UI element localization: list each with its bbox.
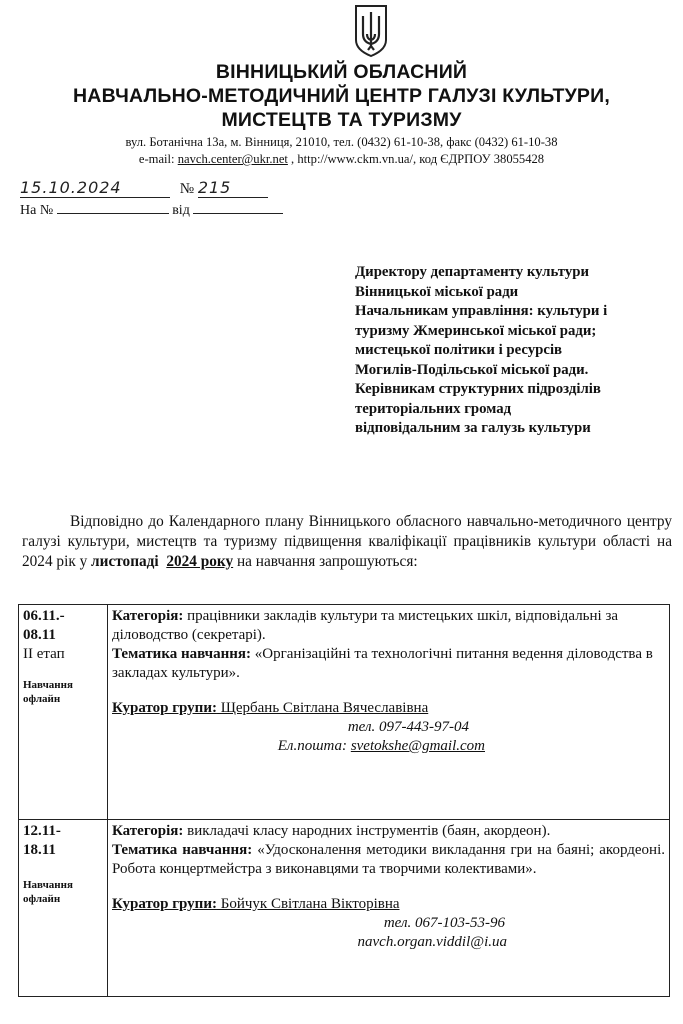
course-date-cell [19, 820, 108, 997]
curator-phone: тел. 067-103-53-96 [383, 915, 505, 931]
curator-email-line [112, 933, 665, 952]
category-label: Категорія: [112, 608, 184, 624]
org-name-line1: ВІННИЦЬКИЙ ОБЛАСНИЙ [215, 61, 468, 83]
org-name-line2: НАВЧАЛЬНО-МЕТОДИЧНИЙ ЦЕНТР ГАЛУЗІ КУЛЬТУРИ, [73, 85, 610, 107]
curator-label: Куратор групи: [112, 700, 217, 716]
coat-of-arms-icon [354, 4, 388, 58]
intro-month: листопаді [91, 553, 159, 570]
table-row [19, 820, 670, 997]
category-text: працівники закладів культури та мистецьких шкіл, відповідальні за діловодство (секретарі). [112, 608, 619, 643]
curator-email-line [112, 737, 665, 756]
recipient-line: Вінницької міської ради [355, 283, 519, 300]
reply-from-label: від [172, 203, 190, 218]
reply-number-blank [57, 213, 169, 214]
number-label: № [179, 181, 195, 197]
course-mode: Навчання офлайн [23, 879, 73, 905]
course-mode: Навчання офлайн [23, 679, 73, 705]
recipient-line: Могилів-Подільської міської ради. [355, 361, 589, 378]
letter-date: 15.10.2024 [20, 178, 170, 198]
date-start: 06.11.- [23, 608, 65, 624]
curator-email[interactable]: navch.organ.viddil@i.ua [357, 934, 507, 950]
courses-table [18, 604, 670, 997]
topic-text: «Організаційні та технологічні питання ведення діловодства в закладах культури». [112, 646, 653, 681]
org-contacts [0, 151, 683, 167]
date-end: 08.11 [23, 627, 56, 643]
intro-paragraph [22, 512, 672, 572]
recipient-line: мистецької політики і ресурсів [355, 342, 563, 358]
reply-number-label: На № [20, 203, 54, 218]
recipient-line: відповідальним за галузь культури [355, 420, 591, 436]
category-text: викладачі класу народних інструментів (баян, акордеон). [183, 823, 551, 839]
email-label: Ел.пошта: [277, 738, 351, 754]
recipient-line: територіальних громад [355, 400, 512, 417]
table-row [19, 605, 670, 820]
topic-label: Тематика навчання: [112, 842, 253, 858]
recipient-line: Керівникам структурних підрозділів [355, 381, 601, 397]
category-label: Категорія: [112, 823, 184, 839]
course-date-cell [19, 605, 108, 820]
date-end: 18.11 [23, 842, 56, 858]
intro-text: Відповідно до Календарного плану Вінницького обласного навчально-методичного центру галузі культури, мистецтв та туризму підвищення кваліфікації працівників культури області на 2024 рік у [22, 513, 672, 570]
curator-phone: тел. 097-443-97-04 [347, 719, 469, 735]
intro-tail: на навчання запрошуються: [233, 553, 418, 570]
curator-name: Бойчук Світлана Вікторівна [216, 896, 400, 912]
recipients-block [355, 263, 675, 439]
date-start: 12.11- [23, 823, 61, 839]
course-desc-cell [108, 605, 670, 820]
incoming-ref [20, 203, 283, 219]
course-stage: ІІ етап [23, 646, 65, 662]
curator-line [112, 699, 665, 718]
topic-text: «Удосконалення методики викладання гри на баяні; акордеоні. Робота концертмейстра з виконавцями та творчими колективами». [112, 842, 665, 877]
recipient-line: туризму Жмеринської міської ради; [355, 322, 597, 339]
recipient-line: Директору департаменту культури [355, 264, 589, 280]
reply-date-blank [193, 213, 283, 214]
curator-email-link[interactable]: svetokshe@gmail.com [350, 738, 485, 754]
org-name-line3: МИСТЕЦТВ ТА ТУРИЗМУ [221, 109, 462, 131]
outgoing-ref [20, 178, 268, 198]
topic-label: Тематика навчання: [112, 646, 252, 662]
curator-label: Куратор групи: [112, 896, 217, 912]
curator-line [112, 895, 665, 914]
org-email-link[interactable]: navch.center@ukr.net [177, 152, 288, 166]
email-prefix: e-mail: [138, 152, 178, 166]
website-and-code: , http://www.ckm.vn.ua/, код ЄДРПОУ 38055428 [287, 152, 545, 166]
course-desc-cell [108, 820, 670, 997]
curator-name: Щербань Світлана Вячеславівна [216, 700, 429, 716]
org-address: вул. Ботанічна 13а, м. Вінниця, 21010, тел. (0432) 61-10-38, факс (0432) 61-10-38 [125, 135, 558, 149]
recipient-line: Начальникам управління: культури і [355, 303, 608, 319]
letter-number: 215 [198, 178, 268, 198]
intro-year: 2024 року [166, 553, 234, 570]
